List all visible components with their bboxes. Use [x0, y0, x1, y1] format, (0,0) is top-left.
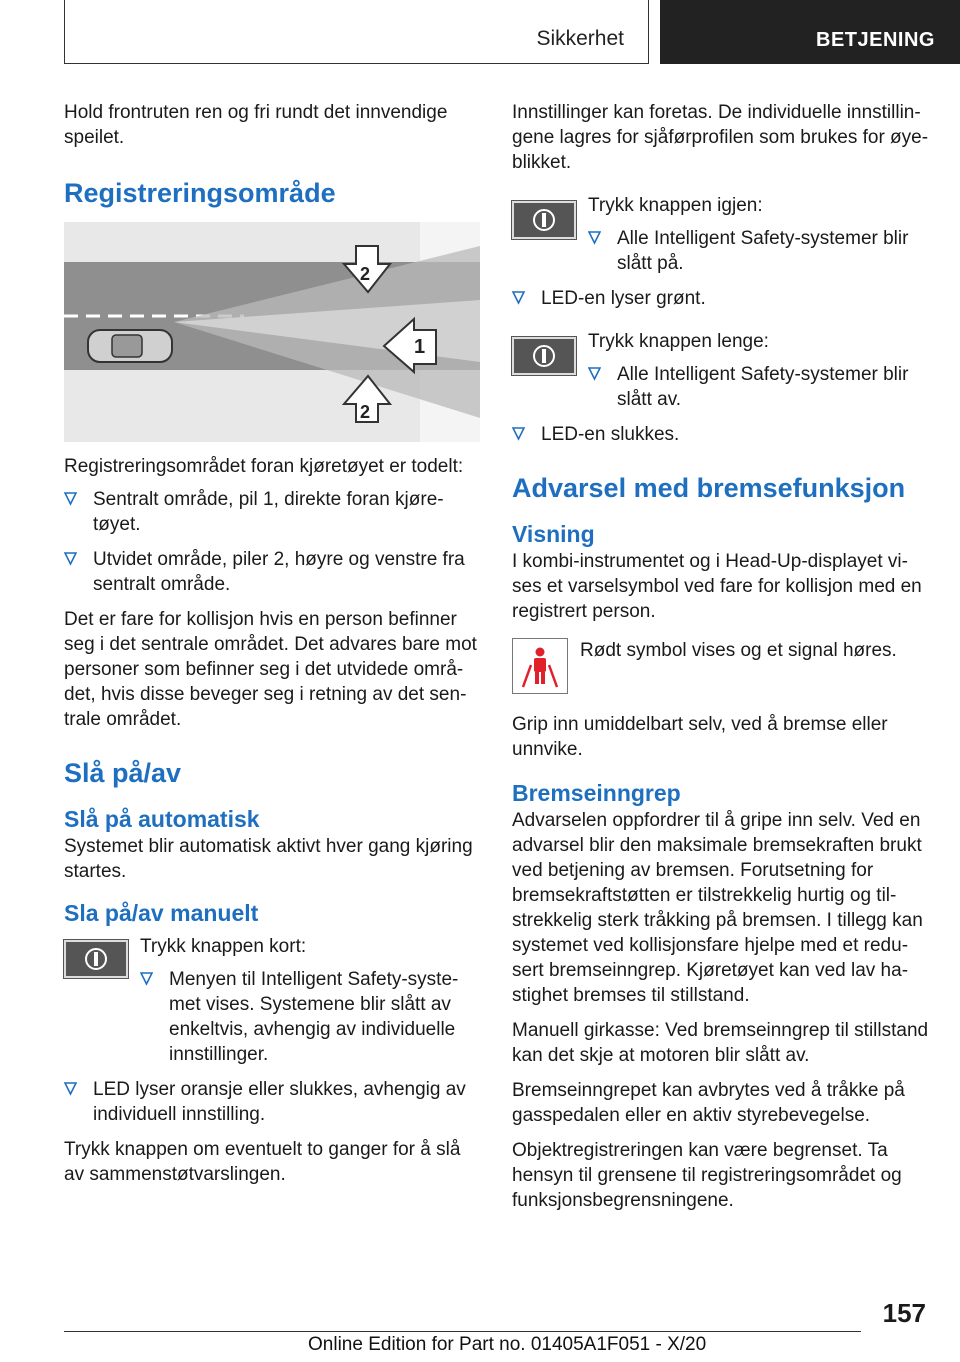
heading-on-off: Slå på/av [64, 758, 182, 788]
safety-button-icon [512, 201, 576, 239]
step-press-long [512, 329, 930, 412]
manual-paragraph: Trykk knappen om eventuelt to ganger for å slå av sammenstøtvarslingen. [64, 1139, 461, 1185]
bullet-triangle-icon [588, 367, 601, 381]
step1-text: Trykk knappen igjen: [588, 195, 763, 216]
heading-auto-on: Slå på automatisk [64, 806, 260, 832]
auto-text: Systemet blir automatisk aktivt hver gang kjøring startes. [64, 836, 473, 882]
warning-symbol-row [512, 638, 930, 702]
bullet-triangle-icon [512, 291, 525, 305]
header-section-title: Sikkerhet [536, 27, 624, 50]
brake-paragraph-3: Bremseinngrepet kan avbrytes ved å tråkke på gasspedalen eller en aktiv styrebevegelse. [512, 1080, 905, 1126]
bullet-triangle-icon [588, 231, 601, 245]
heading-manual: Sla på/av manuelt [64, 900, 259, 926]
intro-paragraph: Hold frontruten ren og fri rundt det innvendige speilet. [64, 102, 448, 148]
car-icon [88, 330, 172, 362]
safety-button-icon [64, 940, 128, 978]
manual-step [64, 934, 482, 1067]
manual-step-text: Trykk knappen kort: [140, 936, 307, 957]
bullet-triangle-icon [64, 552, 77, 566]
page-number: 157 [882, 1298, 926, 1328]
step2-text: Trykk knappen lenge: [588, 331, 769, 352]
heading-registration-area: Registreringsområde [64, 178, 336, 208]
list-item: LED-en lyser grønt. [512, 286, 930, 311]
area-intro: Registreringsområdet foran kjøretøyet er todelt: [64, 456, 464, 477]
symbol-text: Rødt symbol vises og et signal høres. [580, 640, 897, 661]
brake-paragraph-1: Advarselen oppfordrer til å gripe inn selv. Ved en advarsel blir den maksimale bremsekraften brukt ved betjening av bremsen. Forutsetning for bremsekraftstøtten er tilstrekkelig hurtig og tilstrekkelig sterk tråkking på bremsen. I tillegg kan systemet ved kollisjonsfare hjelpe med et redusert bremseinngrep. Kjøretøyet kan ved lav hastighet bremses til stillstand. [512, 810, 923, 1006]
header-chapter-title: BETJENING [816, 29, 935, 51]
list-item: Alle Intelligent Safety-systemer blir slått på. [588, 226, 930, 276]
bullet-triangle-icon [512, 427, 525, 441]
heading-brake-warning: Advarsel med bremsefunksjon [512, 473, 906, 503]
pedestrian-warning-icon [512, 638, 568, 694]
area-paragraph: Det er fare for kollisjon hvis en person befinner seg i det sentrale området. Det advares bare mot personer som befinner seg i det utvidede området, hvis disse beveger seg i retning av det sentrale området. [64, 609, 477, 730]
bullet-triangle-icon [64, 1082, 77, 1096]
brake-paragraph-2: Manuell girkasse: Ved bremseinngrep til stillstand kan det skje at motoren blir slått av. [512, 1020, 929, 1066]
list-item: Menyen til Intelligent Safety-systemet vises. Systemene blir slått av enkeltvis, avhengig av individuelle innstillinger. [140, 967, 482, 1067]
svg-text:2: 2 [360, 402, 371, 422]
heading-brake-intervention: Bremseinngrep [512, 780, 681, 806]
svg-text:1: 1 [414, 336, 426, 358]
grip-text: Grip inn umiddelbart selv, ved å bremse eller unnvike. [512, 714, 888, 760]
list-item: Utvidet område, piler 2, høyre og venstre fra sentralt område. [64, 547, 482, 597]
bullet-triangle-icon [140, 972, 153, 986]
registration-area-figure [64, 222, 480, 442]
footer-edition: Online Edition for Part no. 01405A1F051 - X/20 [308, 1334, 707, 1355]
display-text: I kombi-instrumentet og i Head-Up-displayet vises et varselsymbol ved fare for kollisjon med en registrert person. [512, 551, 922, 622]
step-press-again [512, 193, 930, 276]
brake-paragraph-4: Objektregistreringen kan være begrenset. Ta hensyn til grensene til registreringsområdet og funksjonsbegrensningene. [512, 1140, 902, 1211]
header-section-box [64, 0, 649, 64]
safety-button-icon [512, 337, 576, 375]
detection-zone-diagram [64, 222, 480, 442]
list-item: Alle Intelligent Safety-systemer blir slått av. [588, 362, 930, 412]
bullet-triangle-icon [64, 492, 77, 506]
left-column [64, 100, 482, 1197]
right-column [512, 100, 930, 1223]
list-item: LED-en slukkes. [512, 422, 930, 447]
heading-display: Visning [512, 521, 595, 547]
svg-text:2: 2 [360, 264, 371, 284]
list-item: LED lyser oransje eller slukkes, avhengig av individuell innstilling. [64, 1077, 482, 1127]
footer-divider [64, 1331, 861, 1332]
list-item: Sentralt område, pil 1, direkte foran kjøretøyet. [64, 487, 482, 537]
header-chapter-box [660, 0, 960, 64]
settings-paragraph: Innstillinger kan foretas. De individuelle innstillingene lagres for sjåførprofilen som brukes for øyeblikket. [512, 102, 929, 173]
